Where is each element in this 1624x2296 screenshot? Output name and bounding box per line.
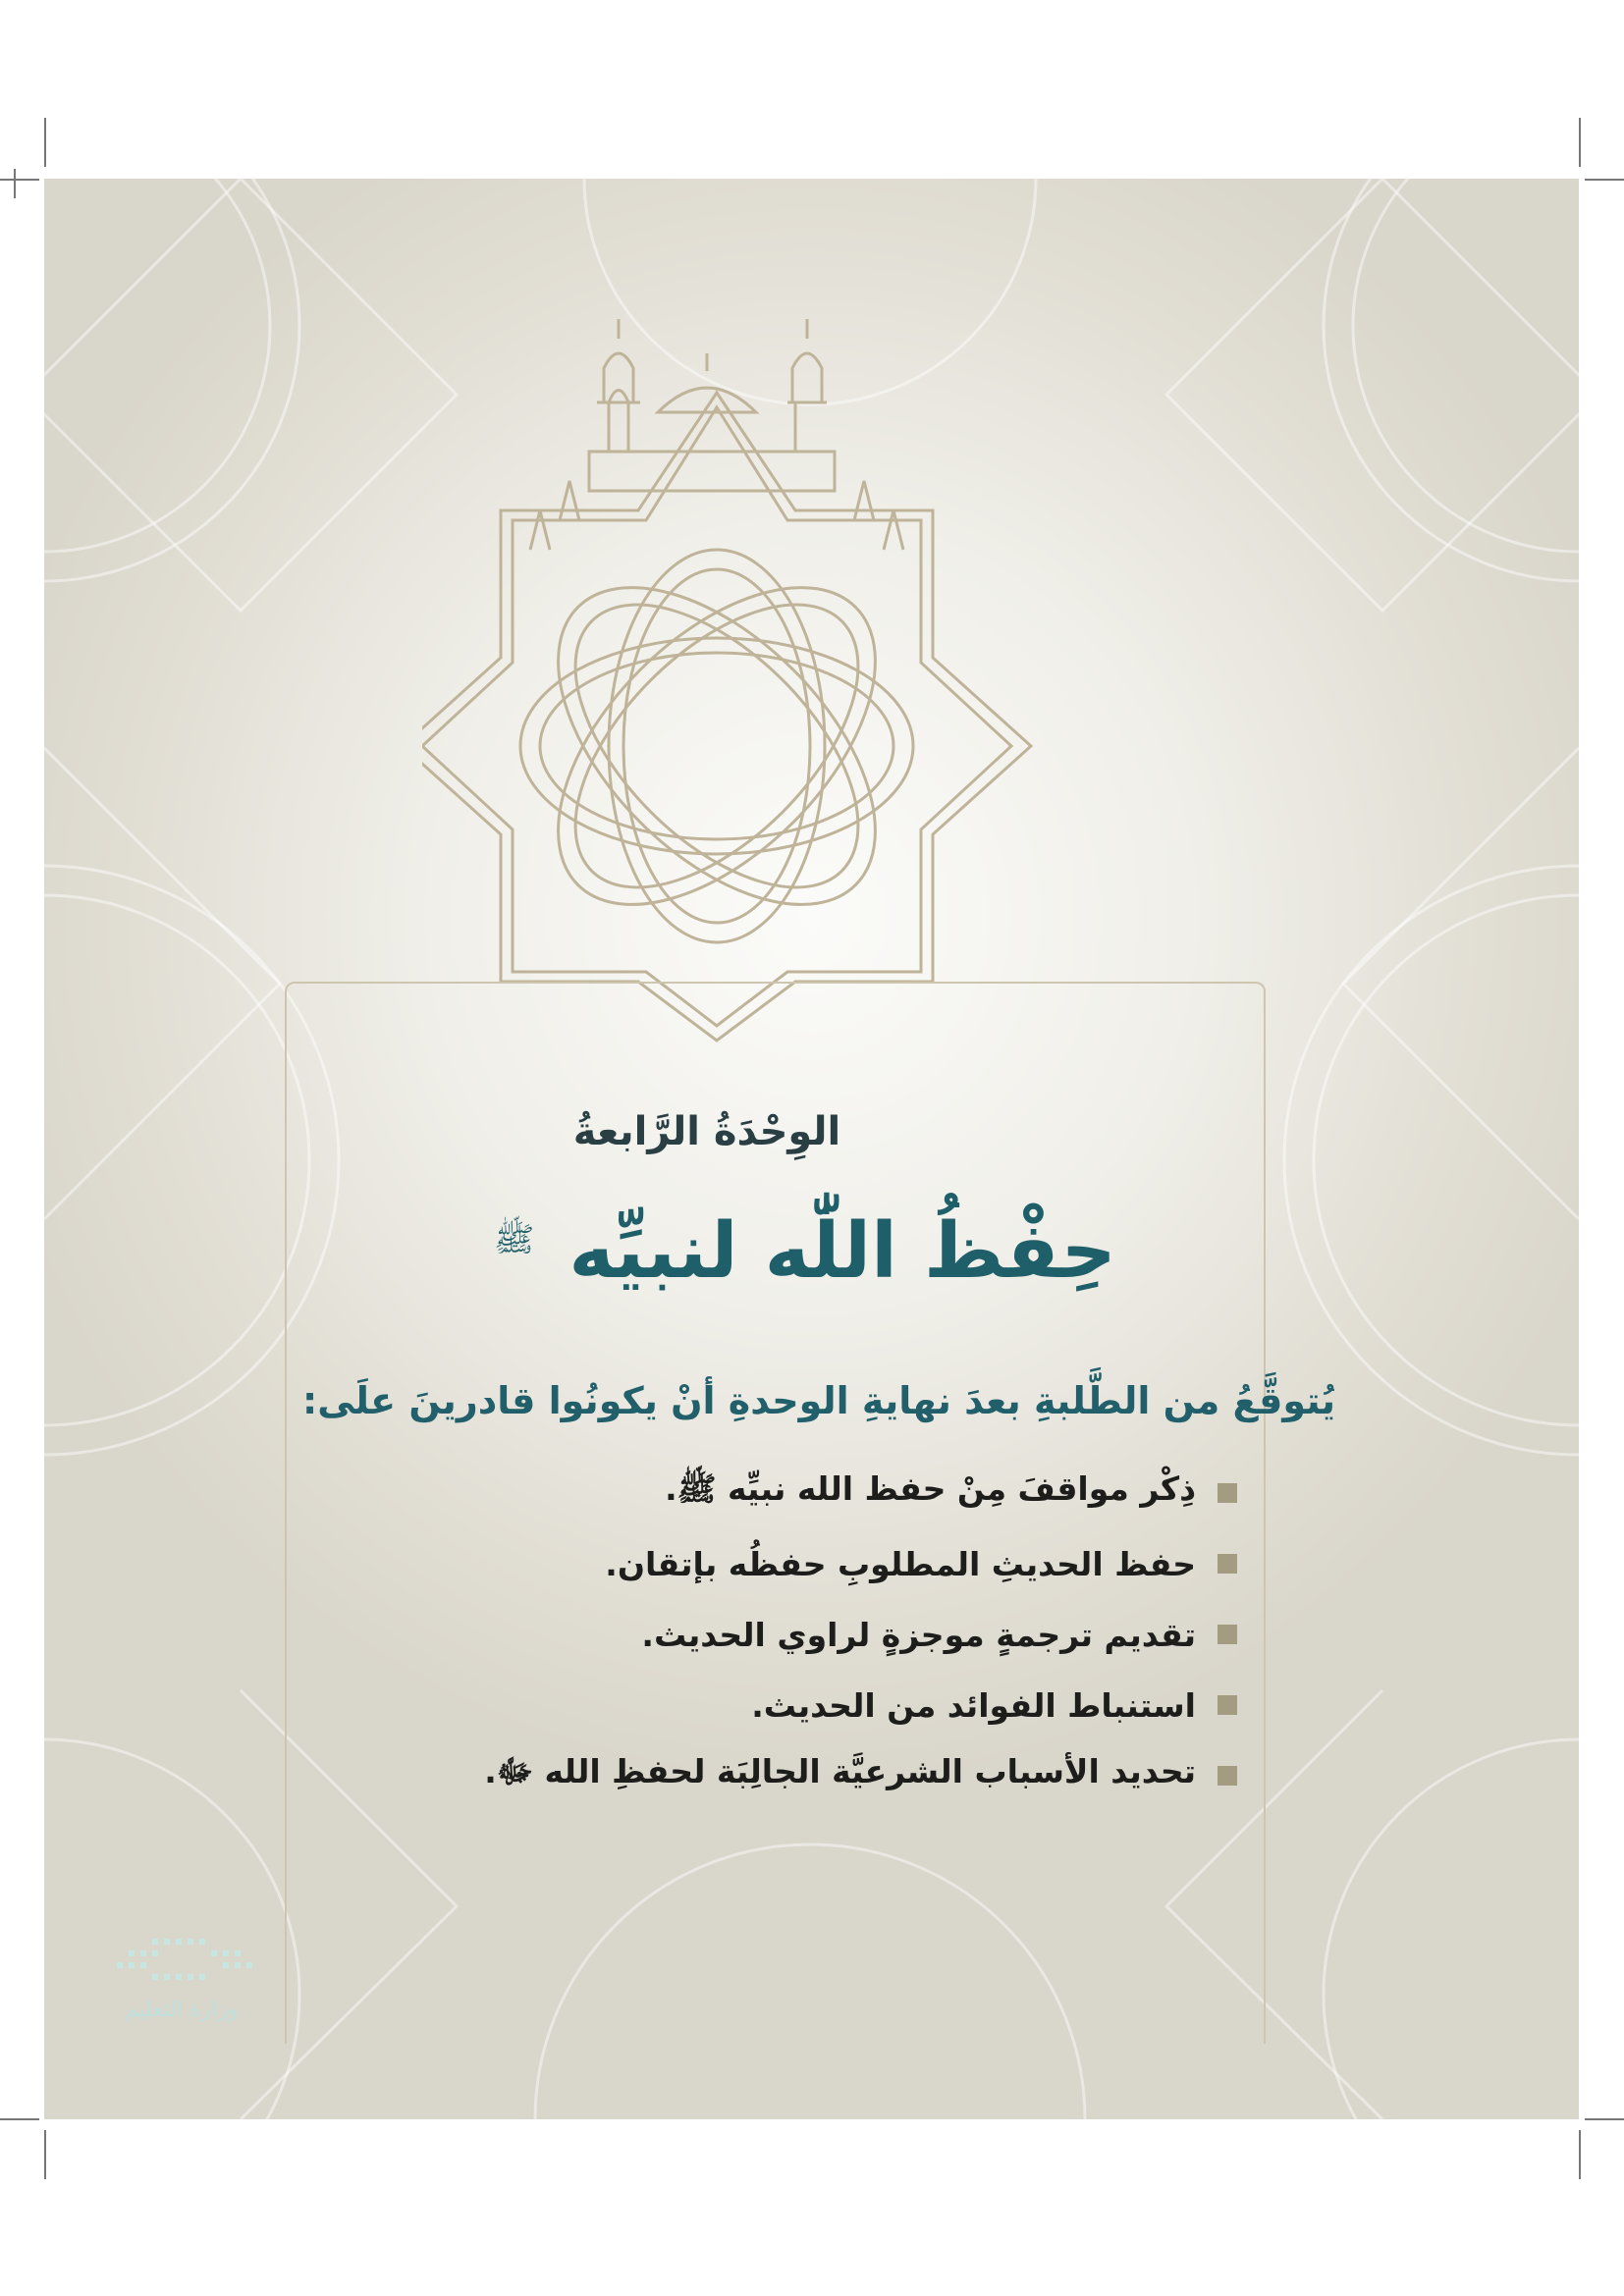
list-item [373, 1740, 1237, 1811]
honorific-glyph: ﷺ [494, 1220, 535, 1259]
objective-text: استنباط الفوائد من الحديث. [751, 1685, 1196, 1725]
crop-mark [0, 179, 39, 181]
square-bullet-icon [1218, 1695, 1237, 1715]
crop-mark [1585, 2118, 1624, 2120]
objective-text: تقديم ترجمةٍ موجزةٍ لراوي الحديث. [641, 1615, 1196, 1654]
ministry-of-education-logo-icon [83, 1939, 280, 1993]
crop-mark [44, 2130, 46, 2179]
unit-title-text: حِفْظُ اللّٰه لنبيِّه [568, 1207, 1116, 1296]
objective-text: تحديد الأسباب الشرعيَّة الجالِبَة لحفظِ الله ﷻ. [484, 1752, 1196, 1790]
unit-title [383, 1207, 1227, 1296]
crop-mark [1579, 2130, 1581, 2179]
objective-text: ذِكْر مواقفَ مِنْ حفظ الله نبيِّه ﷺ. [665, 1469, 1196, 1508]
unit-label: الوِحْدَةُ الرَّابعةُ [572, 1109, 841, 1154]
ministry-logo-text: وزارة التعليم [125, 1998, 239, 2022]
objective-text: حفظ الحديثِ المطلوبِ حفظُه بإتقان. [605, 1544, 1196, 1583]
square-bullet-icon [1218, 1554, 1237, 1574]
list-item [373, 1670, 1237, 1740]
list-item [373, 1599, 1237, 1670]
ministry-logo [83, 1939, 319, 2047]
crop-mark [1579, 118, 1581, 167]
objectives-intro: يُتوقَّعُ من الطَّلبةِ بعدَ نهايةِ الوحدةِ أنْ يكونُوا قادرينَ علَى: [302, 1379, 1335, 1422]
list-item [373, 1528, 1237, 1599]
square-bullet-icon [1218, 1625, 1237, 1644]
crop-mark [14, 169, 16, 198]
mosque-star-ornament-icon [422, 255, 1198, 1099]
list-item [373, 1458, 1237, 1528]
objectives-list [373, 1458, 1237, 1811]
crop-mark [1585, 179, 1624, 181]
crop-mark [0, 2118, 39, 2120]
square-bullet-icon [1218, 1483, 1237, 1503]
crop-mark [44, 118, 46, 167]
square-bullet-icon [1218, 1766, 1237, 1786]
